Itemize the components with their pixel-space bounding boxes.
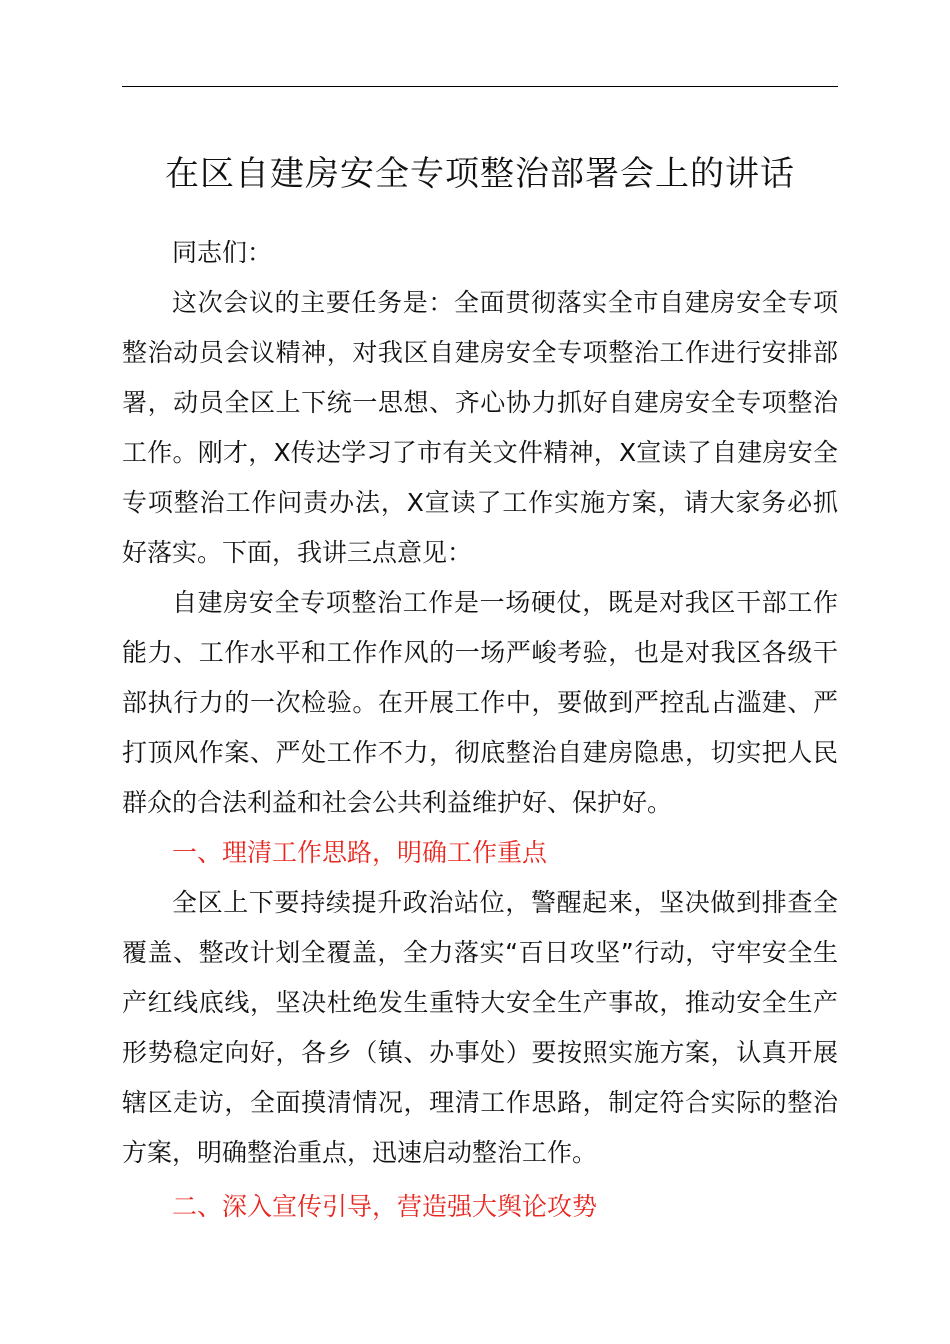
intro-paragraph: 自建房安全专项整治工作是一场硬仗，既是对我区干部工作能力、工作水平和工作作风的一场严峻考验，也是对我区各级干部执行力的一次检验。在开展工作中，要做到严控乱占滥建、严打顶风作案、严处工作不力，彻底整治自建房隐患，切实把人民群众的合法利益和社会公共利益维护好、保护好。 [122,588,838,817]
section-paragraph: 全区上下要持续提升政治站位，警醒起来，坚决做到排查全覆盖、整改计划全覆盖，全力落实“百日攻坚”行动，守牢安全生产红线底线，坚决杜绝发生重特大安全生产事故，推动安全生产形势稳定向好，各乡（镇、办事处）要按照实施方案，认真开展辖区走访，全面摸清情况，理清工作思路，制定符合实际的整治方案，明确整治重点，迅速启动整治工作。 [122,888,838,1167]
salutation: 同志们： [172,238,273,267]
intro-paragraph: 这次会议的主要任务是：全面贯彻落实全市自建房安全专项整治动员会议精神，对我区自建房安全专项整治工作进行安排部署，动员全区上下统一思想、齐心协力抓好自建房安全专项整治工作。刚才，X传达学习了市有关文件精神，X宣读了自建房安全专项整治工作问责办法，X宣读了工作实施方案，请大家务必抓好落实。下面，我讲三点意见： [122,288,838,567]
document-title: 在区自建房安全专项整治部署会上的讲话 [165,154,795,194]
header-rule [122,86,838,87]
section-heading: 一、理清工作思路，明确工作重点 [172,838,548,867]
section-heading: 二、深入宣传引导，营造强大舆论攻势 [172,1192,598,1221]
document-body [122,228,838,1232]
